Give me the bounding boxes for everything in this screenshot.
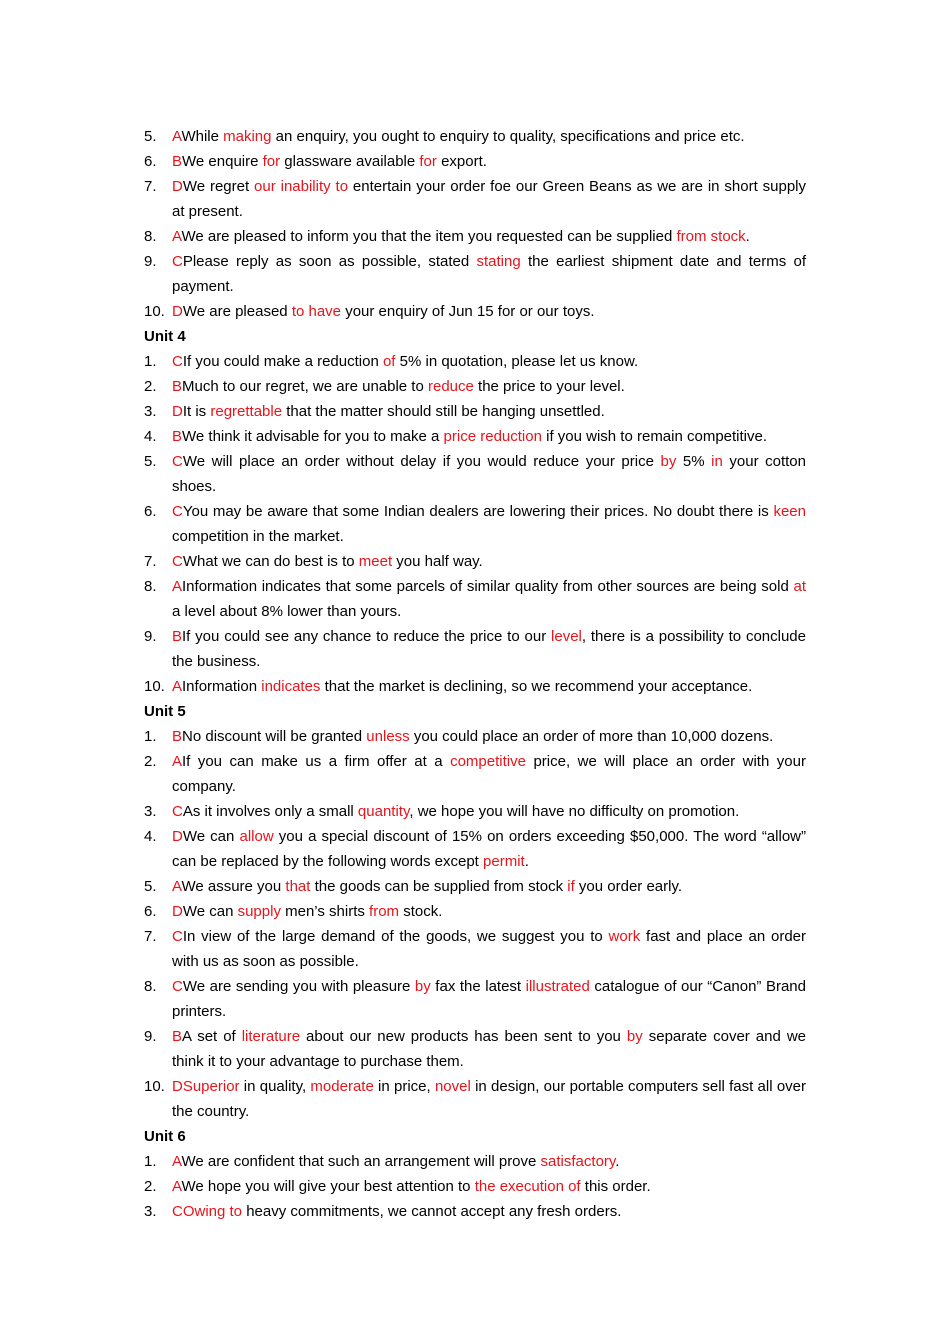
highlighted-answer: our inability to [254, 178, 349, 195]
answer-item [144, 874, 806, 899]
highlighted-answer: supply [237, 903, 281, 920]
highlighted-answer: A [172, 1153, 182, 1170]
sentence-text: We enquire [182, 153, 263, 170]
highlighted-answer: DSuperior [172, 1078, 240, 1095]
item-number: 2. [144, 1178, 157, 1195]
sentence-text: you could place an order of more than 10,000 dozens. [409, 728, 774, 745]
highlighted-answer: moderate [310, 1078, 374, 1095]
highlighted-answer: competitive [450, 753, 526, 770]
highlighted-answer: A [172, 678, 183, 695]
sentence-text: entertain your order foe our Green Beans as we are in short supply at present. [172, 178, 806, 220]
highlighted-answer: novel [434, 1078, 471, 1095]
sentence-text: price, we will place an order with your company. [172, 753, 806, 795]
highlighted-answer: C [172, 353, 183, 370]
highlighted-answer: D [172, 303, 183, 320]
sentence-text: glassware available [280, 153, 420, 170]
sentence-text: We are confident that such an arrangement will prove [181, 1153, 541, 1170]
sentence-text: We think it advisable for you to make a [182, 428, 444, 445]
highlighted-answer: C [172, 553, 183, 570]
sentence-text: While [181, 128, 224, 145]
highlighted-answer: for [419, 153, 437, 170]
highlighted-answer: at [793, 578, 806, 595]
highlighted-answer: A [172, 228, 182, 245]
answer-item [144, 899, 806, 924]
highlighted-answer: if [567, 878, 575, 895]
highlighted-answer: C [172, 928, 183, 945]
sentence-text: you order early. [574, 878, 683, 895]
sentence-text: We are pleased [182, 303, 292, 320]
highlighted-answer: satisfactory [540, 1153, 616, 1170]
highlighted-answer: work [608, 928, 641, 945]
unit-heading: Unit 5 [144, 703, 186, 720]
answer-item [144, 174, 806, 224]
sentence-text: We regret [182, 178, 255, 195]
sentence-text: We are sending you with pleasure [182, 978, 415, 995]
sentence-text: an enquiry, you ought to enquiry to quality, specifications and price etc. [271, 128, 745, 145]
highlighted-answer: by [414, 978, 431, 995]
sentence-text: your enquiry of Jun 15 for or our toys. [341, 303, 595, 320]
highlighted-answer: that [285, 878, 311, 895]
sentence-text: that the market is declining, so we recommend your acceptance. [320, 678, 753, 695]
sentence-text: If you could see any chance to reduce the price to our [182, 628, 552, 645]
sentence-text: 5% [676, 453, 712, 470]
highlighted-answer: by [660, 453, 677, 470]
highlighted-answer: from [369, 903, 400, 920]
sentence-text: the price to your level. [473, 378, 625, 395]
sentence-text: If you can make us a firm offer at a [182, 753, 451, 770]
sentence-text: In view of the large demand of the goods, we suggest you to [182, 928, 609, 945]
sentence-text: separate cover and we think it to your advantage to purchase them. [172, 1028, 806, 1070]
sentence-text: Information indicates that some parcels of similar quality from other sources are being sold [182, 578, 794, 595]
highlighted-answer: the execution of [474, 1178, 581, 1195]
highlighted-answer: meet [358, 553, 393, 570]
sentence-text: about our new products has been sent to you [300, 1028, 627, 1045]
highlighted-answer: A [172, 753, 183, 770]
sentence-text: . [615, 1153, 620, 1170]
sentence-text: the earliest shipment date and terms of payment. [172, 253, 806, 295]
highlighted-answer: by [626, 1028, 643, 1045]
answer-item [144, 799, 806, 824]
sentence-text: We assure you [181, 878, 286, 895]
answer-item [144, 924, 806, 974]
item-number: 3. [144, 403, 157, 420]
answer-item [144, 349, 806, 374]
sentence-text: Information [182, 678, 262, 695]
highlighted-answer: B [172, 153, 183, 170]
answer-item [144, 1024, 806, 1074]
highlighted-answer: stating [476, 253, 521, 270]
sentence-text: export. [436, 153, 487, 170]
highlighted-answer: literature [241, 1028, 301, 1045]
unit-heading: Unit 4 [144, 328, 186, 345]
sentence-text: You may be aware that some Indian dealers are lowering their prices. No doubt there is [182, 503, 774, 520]
item-number: 1. [144, 728, 157, 745]
sentence-text: , we hope you will have no difficulty on promotion. [409, 803, 740, 820]
sentence-text: men’s shirts [280, 903, 370, 920]
sentence-text: in design, our portable computers sell fast all over the country. [172, 1078, 807, 1120]
sentence-text: We are pleased to inform you that the item you requested can be supplied [181, 228, 677, 245]
item-number: 1. [144, 1153, 157, 1170]
answer-item [144, 574, 806, 624]
highlighted-answer: indicates [261, 678, 321, 695]
highlighted-answer: making [223, 128, 272, 145]
highlighted-answer: C [172, 978, 183, 995]
item-number: 2. [144, 378, 157, 395]
item-number: 8. [144, 578, 157, 595]
item-number: 7. [144, 928, 157, 945]
item-number: 10. [144, 303, 165, 320]
item-number: 6. [144, 153, 157, 170]
highlighted-answer: D [172, 828, 183, 845]
item-number: 8. [144, 978, 157, 995]
answer-item [144, 299, 806, 324]
highlighted-answer: reduce [428, 378, 474, 395]
item-number: 7. [144, 553, 157, 570]
highlighted-answer: D [172, 178, 183, 195]
highlighted-answer: from stock [676, 228, 746, 245]
sentence-text: stock. [399, 903, 443, 920]
answer-item [144, 749, 806, 799]
item-number: 9. [144, 628, 157, 645]
highlighted-answer: D [172, 903, 183, 920]
sentence-text: As it involves only a small [182, 803, 358, 820]
highlighted-answer: unless [366, 728, 410, 745]
answer-list [144, 124, 806, 1224]
item-number: 6. [144, 903, 157, 920]
highlighted-answer: A [172, 1178, 182, 1195]
sentence-text: that the matter should still be hanging unsettled. [282, 403, 605, 420]
highlighted-answer: level [551, 628, 582, 645]
item-number: 4. [144, 828, 157, 845]
sentence-text: heavy commitments, we cannot accept any fresh orders. [242, 1203, 622, 1220]
item-number: 4. [144, 428, 157, 445]
highlighted-answer: C [172, 453, 183, 470]
sentence-text: your cotton shoes. [172, 453, 806, 495]
sentence-text: if you wish to remain competitive. [541, 428, 768, 445]
answer-item [144, 399, 806, 424]
sentence-text: We hope you will give your best attention to [181, 1178, 475, 1195]
highlighted-answer: quantity [357, 803, 410, 820]
answer-item [144, 824, 806, 874]
item-number: 7. [144, 178, 157, 195]
sentence-text: in price, [373, 1078, 435, 1095]
answer-item [144, 449, 806, 499]
highlighted-answer: in [711, 453, 723, 470]
sentence-text: a level about 8% lower than yours. [172, 603, 402, 620]
item-number: 9. [144, 1028, 157, 1045]
highlighted-answer: keen [773, 503, 806, 520]
highlighted-answer: price reduction [443, 428, 542, 445]
answer-item [144, 1174, 806, 1199]
answer-item [144, 1199, 806, 1224]
unit-heading: Unit 6 [144, 1128, 186, 1145]
item-number: 3. [144, 803, 157, 820]
highlighted-answer: B [172, 378, 183, 395]
answer-item [144, 149, 806, 174]
answer-item [144, 1074, 806, 1124]
item-number: 2. [144, 753, 157, 770]
answer-item [144, 499, 806, 549]
answer-item [144, 1149, 806, 1174]
sentence-text: If you could make a reduction [182, 353, 383, 370]
sentence-text: competition in the market. [172, 528, 344, 545]
item-number: 8. [144, 228, 157, 245]
sentence-text: Please reply as soon as possible, stated [182, 253, 477, 270]
highlighted-answer: B [172, 428, 183, 445]
sentence-text: We can [182, 828, 240, 845]
sentence-text: you a special discount of 15% on orders exceeding $50,000. The word “allow” can be replaced by the following words except [172, 828, 806, 870]
answer-item [144, 624, 806, 674]
highlighted-answer: C [172, 803, 183, 820]
highlighted-answer: A [172, 878, 182, 895]
sentence-text: 5% in quotation, please let us know. [395, 353, 639, 370]
answer-item [144, 374, 806, 399]
item-number: 5. [144, 128, 157, 145]
answer-item [144, 724, 806, 749]
highlighted-answer: D [172, 403, 183, 420]
highlighted-answer: to have [291, 303, 342, 320]
answer-item [144, 124, 806, 149]
item-number: 1. [144, 353, 157, 370]
sentence-text: We can [182, 903, 238, 920]
sentence-text: A set of [182, 1028, 242, 1045]
item-number: 3. [144, 1203, 157, 1220]
answer-item [144, 249, 806, 299]
sentence-text: , there is a possibility to conclude the business. [172, 628, 806, 670]
item-number: 6. [144, 503, 157, 520]
highlighted-answer: A [172, 128, 182, 145]
item-number: 5. [144, 453, 157, 470]
sentence-text: . [524, 853, 529, 870]
highlighted-answer: B [172, 728, 183, 745]
highlighted-answer: C [172, 503, 183, 520]
highlighted-answer: illustrated [525, 978, 590, 995]
sentence-text: No discount will be granted [182, 728, 367, 745]
sentence-text: It is [182, 403, 211, 420]
sentence-text: fax the latest [430, 978, 526, 995]
highlighted-answer: permit [483, 853, 525, 870]
answer-item [144, 674, 806, 699]
sentence-text: What we can do best is to [182, 553, 359, 570]
sentence-text: catalogue of our “Canon” Brand printers. [172, 978, 806, 1020]
highlighted-answer: A [172, 578, 183, 595]
sentence-text: this order. [580, 1178, 651, 1195]
item-number: 5. [144, 878, 157, 895]
item-number: 9. [144, 253, 157, 270]
answer-item [144, 549, 806, 574]
highlighted-answer: C [172, 253, 183, 270]
highlighted-answer: COwing to [172, 1203, 243, 1220]
item-number: 10. [144, 1078, 165, 1095]
sentence-text: fast and place an order with us as soon as possible. [172, 928, 807, 970]
answer-item [144, 974, 806, 1024]
sentence-text: . [745, 228, 750, 245]
highlighted-answer: regrettable [210, 403, 283, 420]
sentence-text: in quality, [239, 1078, 311, 1095]
item-number: 10. [144, 678, 165, 695]
highlighted-answer: B [172, 1028, 183, 1045]
sentence-text: you half way. [392, 553, 483, 570]
highlighted-answer: allow [239, 828, 274, 845]
sentence-text: We will place an order without delay if you would reduce your price [182, 453, 661, 470]
highlighted-answer: of [382, 353, 396, 370]
highlighted-answer: B [172, 628, 183, 645]
sentence-text: Much to our regret, we are unable to [182, 378, 428, 395]
highlighted-answer: for [262, 153, 281, 170]
answer-item [144, 224, 806, 249]
answer-item [144, 424, 806, 449]
sentence-text: the goods can be supplied from stock [310, 878, 568, 895]
